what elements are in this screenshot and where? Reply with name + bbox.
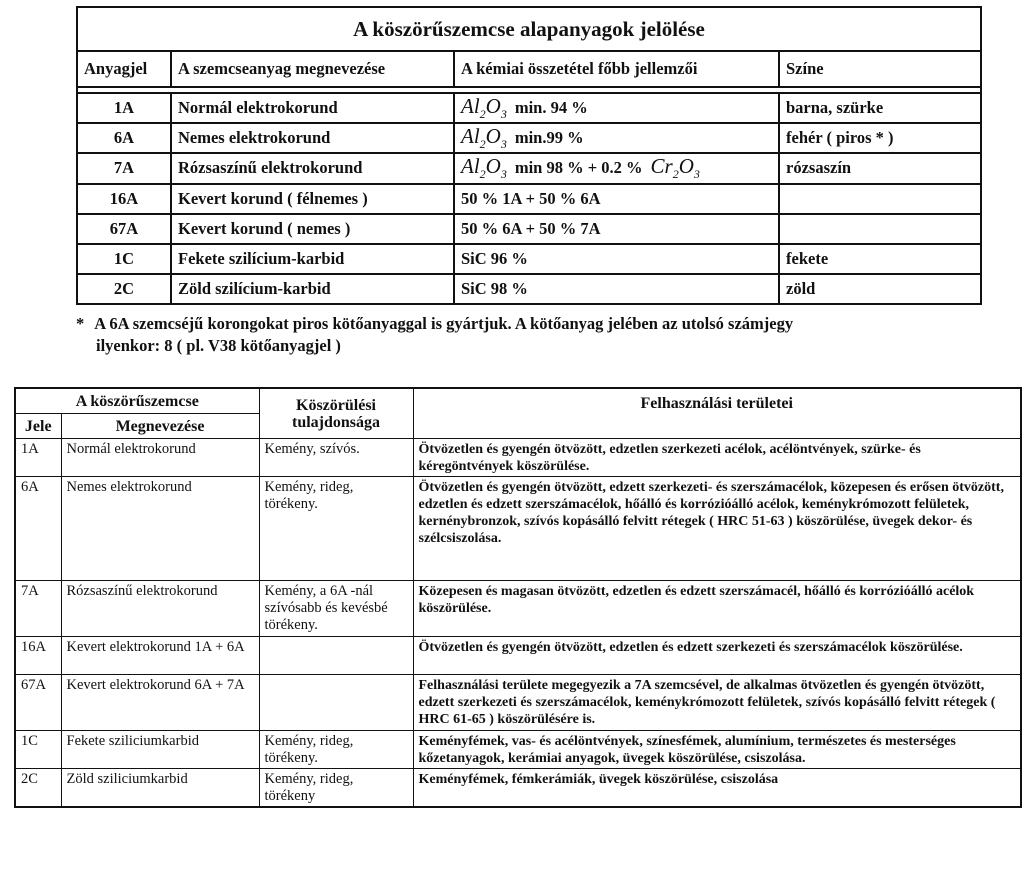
cell-code: 7A bbox=[77, 153, 171, 183]
cell-name: Kevert korund ( nemes ) bbox=[171, 214, 454, 244]
chemistry-text: 50 % 6A + 50 % 7A bbox=[461, 218, 601, 238]
col-header-code: Anyagjel bbox=[77, 51, 171, 87]
table-row bbox=[15, 731, 1021, 769]
table-row bbox=[77, 184, 981, 214]
cell-color: fekete bbox=[779, 244, 981, 274]
cell-name: Kevert korund ( félnemes ) bbox=[171, 184, 454, 214]
cell-name: Normál elektrokorund bbox=[61, 439, 259, 477]
chemistry-text: min.99 % bbox=[514, 128, 584, 148]
cell-chemistry bbox=[454, 93, 779, 123]
cell-code: 2C bbox=[77, 274, 171, 304]
cell-name: Zöld sziliciumkarbid bbox=[61, 769, 259, 808]
footnote-line-2: ilyenkor: 8 ( pl. V38 kötőanyagjel ) bbox=[96, 336, 341, 355]
footnote bbox=[76, 313, 976, 357]
cell-code: 67A bbox=[77, 214, 171, 244]
cell-code: 16A bbox=[77, 184, 171, 214]
cell-property bbox=[259, 675, 413, 731]
cell-code: 16A bbox=[15, 637, 61, 675]
cell-name: Rózsaszínű elektrokorund bbox=[61, 581, 259, 637]
chemical-formula: $Al_2O_3$ bbox=[461, 124, 507, 152]
table-title: A köszörűszemcse alapanyagok jelölése bbox=[77, 7, 981, 51]
cell-property: Kemény, a 6A -nál szívósabb és kevésbé törékeny. bbox=[259, 581, 413, 637]
cell-code: 1A bbox=[77, 93, 171, 123]
table-row bbox=[15, 769, 1021, 808]
chemistry-text: min 98 % + 0.2 % bbox=[514, 158, 643, 178]
cell-name: Nemes elektrokorund bbox=[61, 477, 259, 581]
abrasive-grain-designation-table bbox=[76, 6, 982, 305]
cell-code: 1A bbox=[15, 439, 61, 477]
cell-chemistry bbox=[454, 214, 779, 244]
grain-usage-table bbox=[14, 387, 1022, 808]
cell-name: Fekete szilícium-karbid bbox=[171, 244, 454, 274]
col-group-header-grain: A köszörűszemcse bbox=[15, 388, 259, 414]
cell-chemistry bbox=[454, 123, 779, 153]
col-header-usage: Felhasználási területei bbox=[413, 388, 1021, 439]
cell-property: Kemény, rideg, törékeny. bbox=[259, 477, 413, 581]
table-row bbox=[77, 93, 981, 123]
cell-code: 2C bbox=[15, 769, 61, 808]
cell-chemistry bbox=[454, 244, 779, 274]
cell-chemistry bbox=[454, 184, 779, 214]
col-header-chemistry: A kémiai összetétel főbb jellemzői bbox=[454, 51, 779, 87]
chemistry-text: 50 % 1A + 50 % 6A bbox=[461, 188, 601, 208]
table-row bbox=[15, 637, 1021, 675]
cell-property bbox=[259, 637, 413, 675]
cell-code: 6A bbox=[15, 477, 61, 581]
table-row bbox=[77, 214, 981, 244]
chemical-formula: $Cr_2O_3$ bbox=[650, 154, 700, 182]
cell-usage: Közepesen és magasan ötvözött, edzetlen és edzett szerszámacél, hőálló és korrózióálló acélok köszörülése. bbox=[413, 581, 1021, 637]
cell-name: Normál elektrokorund bbox=[171, 93, 454, 123]
cell-usage: Keményfémek, fémkerámiák, üvegek köszörülése, csiszolása bbox=[413, 769, 1021, 808]
cell-color: barna, szürke bbox=[779, 93, 981, 123]
cell-property: Kemény, szívós. bbox=[259, 439, 413, 477]
cell-usage: Ötvözetlen és gyengén ötvözött, edzett szerkezeti- és szerszámacélok, közepesen és erősen ötvözött, edzetlen és edzett szerszámacélok, hőálló és korrózióálló acélok, keménykrómozott felületek, kernénybronzok, szívós kopásálló felvitt rétegek ( HRC 51-63 ) köszörülése, üvegek dekor- és szélcsiszolása. bbox=[413, 477, 1021, 581]
cell-color: fehér ( piros * ) bbox=[779, 123, 981, 153]
table-row bbox=[77, 123, 981, 153]
table-row bbox=[15, 477, 1021, 581]
cell-chemistry bbox=[454, 153, 779, 183]
table-row bbox=[15, 439, 1021, 477]
cell-code: 1C bbox=[15, 731, 61, 769]
col-header-name: A szemcseanyag megnevezése bbox=[171, 51, 454, 87]
col-header-code: Jele bbox=[15, 414, 61, 439]
col-header-color: Színe bbox=[779, 51, 981, 87]
chemical-formula: $Al_2O_3$ bbox=[461, 94, 507, 122]
cell-property: Kemény, rideg, törékeny. bbox=[259, 731, 413, 769]
footnote-line-1: A 6A szemcséjű korongokat piros kötőanyaggal is gyártjuk. A kötőanyag jelében az utolsó számjegy bbox=[94, 314, 794, 333]
cell-color bbox=[779, 184, 981, 214]
cell-name: Fekete sziliciumkarbid bbox=[61, 731, 259, 769]
chemical-formula: $Al_2O_3$ bbox=[461, 154, 507, 182]
cell-code: 7A bbox=[15, 581, 61, 637]
cell-name: Nemes elektrokorund bbox=[171, 123, 454, 153]
cell-name: Kevert elektrokorund 1A + 6A bbox=[61, 637, 259, 675]
cell-color bbox=[779, 214, 981, 244]
cell-name: Zöld szilícium-karbid bbox=[171, 274, 454, 304]
cell-usage: Ötvözetlen és gyengén ötvözött, edzetlen szerkezeti acélok, acélöntvények, szürke- és kéregöntvények köszörülése. bbox=[413, 439, 1021, 477]
footnote-star: * bbox=[76, 314, 85, 333]
col-header-property: Köszörülési tulajdonsága bbox=[259, 388, 413, 439]
table-row bbox=[77, 274, 981, 304]
cell-usage: Felhasználási területe megegyezik a 7A szemcsével, de alkalmas ötvözetlen és gyengén ötvözött, edzett szerkezeti és szerszámacélok, keménykrómozott felületek, szívós kopásálló felvitt rétegek ( HRC 61-65 ) köszörülésére is. bbox=[413, 675, 1021, 731]
cell-name: Kevert elektrokorund 6A + 7A bbox=[61, 675, 259, 731]
cell-code: 1C bbox=[77, 244, 171, 274]
cell-property: Kemény, rideg, törékeny bbox=[259, 769, 413, 808]
chemistry-text: min. 94 % bbox=[514, 98, 588, 117]
cell-name: Rózsaszínű elektrokorund bbox=[171, 153, 454, 183]
col-header-name: Megnevezése bbox=[61, 414, 259, 439]
chemistry-text: SiC 96 % bbox=[461, 248, 528, 268]
cell-usage: Ötvözetlen és gyengén ötvözött, edzetlen és edzett szerkezeti és szerszámacélok köszörülése. bbox=[413, 637, 1021, 675]
cell-code: 67A bbox=[15, 675, 61, 731]
table-row bbox=[15, 675, 1021, 731]
cell-chemistry bbox=[454, 274, 779, 304]
table-row bbox=[77, 244, 981, 274]
chemistry-text: SiC 98 % bbox=[461, 278, 528, 298]
cell-color: rózsaszín bbox=[779, 153, 981, 183]
cell-code: 6A bbox=[77, 123, 171, 153]
table-row bbox=[77, 153, 981, 183]
table-row bbox=[15, 581, 1021, 637]
cell-color: zöld bbox=[779, 274, 981, 304]
cell-usage: Keményfémek, vas- és acélöntvények, színesfémek, alumínium, természetes és mesterséges kőzetanyagok, kerámiai anyagok, üvegek köszörülése, csiszolása. bbox=[413, 731, 1021, 769]
